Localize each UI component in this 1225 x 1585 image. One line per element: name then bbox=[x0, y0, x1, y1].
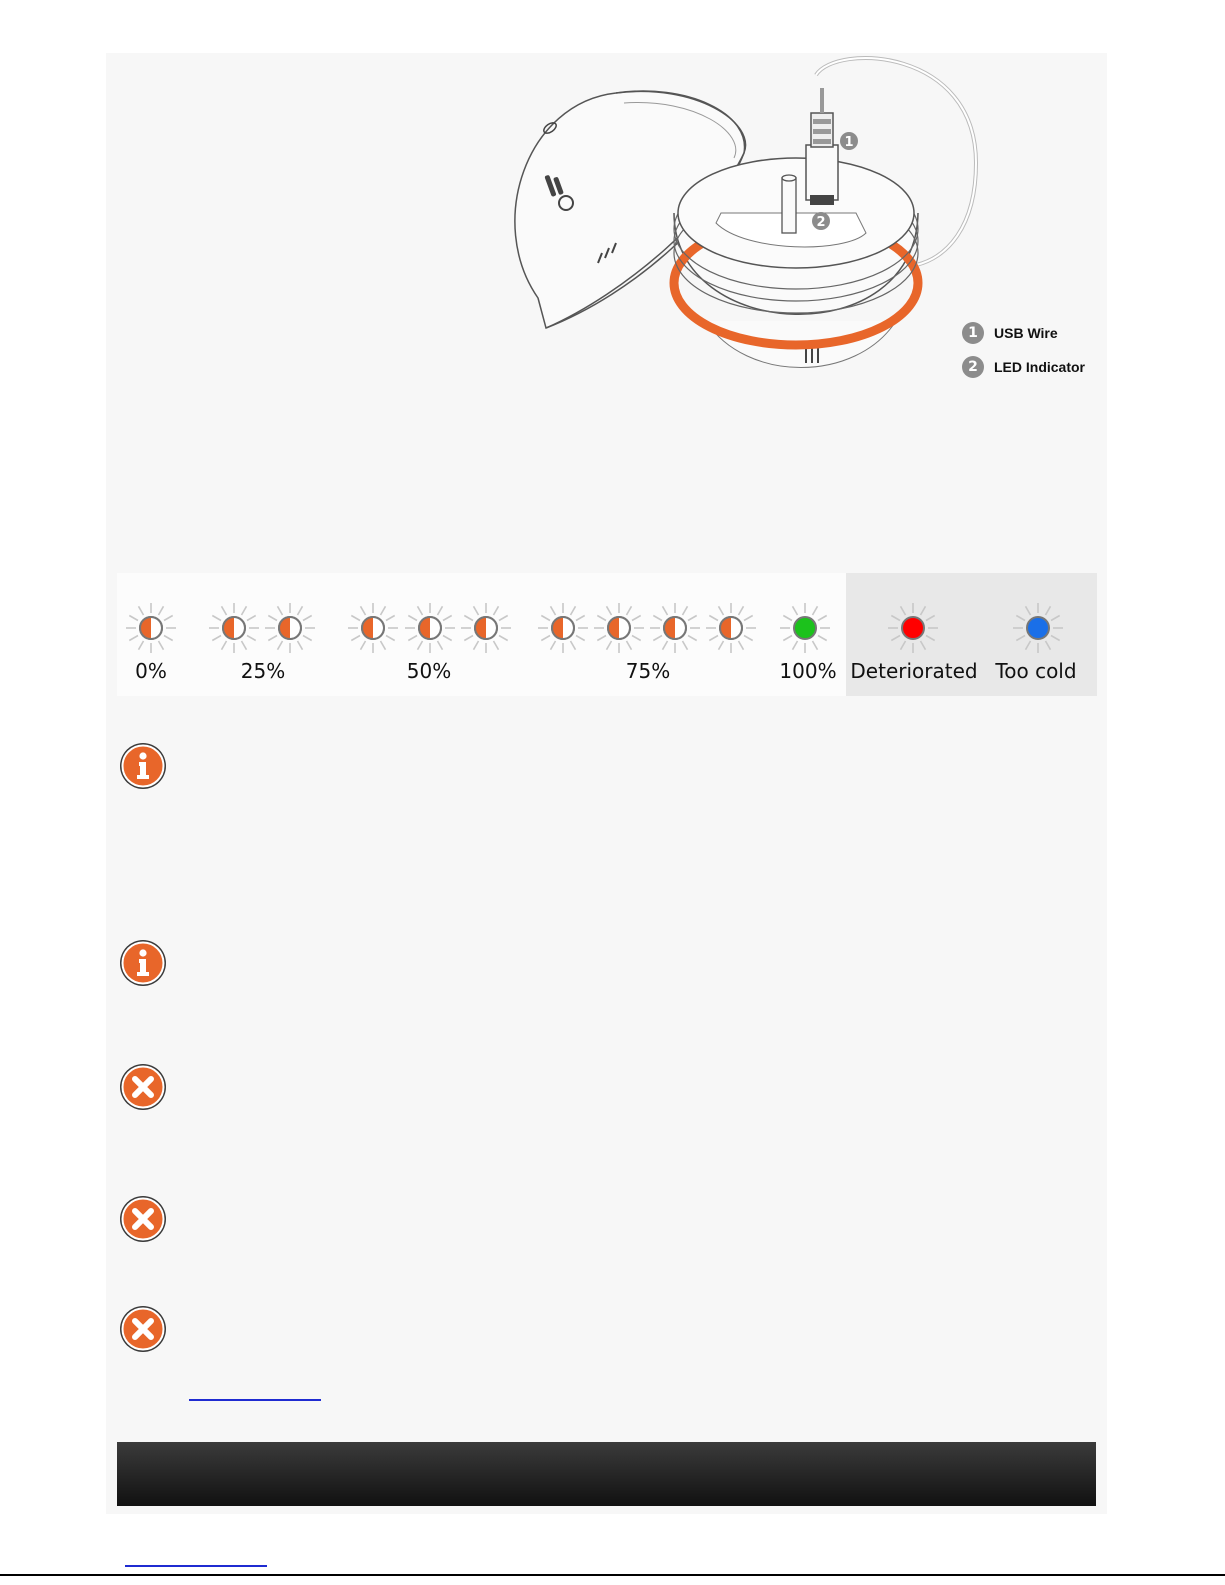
page-footer-link[interactable] bbox=[125, 1565, 267, 1567]
level-label-25: 25% bbox=[240, 659, 286, 683]
led-green-icon bbox=[778, 601, 832, 655]
led-half-icon bbox=[648, 601, 702, 655]
level-label-75: 75% bbox=[625, 659, 671, 683]
led-half-icon bbox=[403, 601, 457, 655]
label-deteriorated: Deteriorated bbox=[850, 659, 978, 683]
callout-number: 1 bbox=[962, 322, 984, 344]
footer-bar bbox=[117, 1442, 1096, 1506]
level-label-100: 100% bbox=[779, 659, 837, 683]
level-label-0: 0% bbox=[135, 659, 167, 683]
level-label-50: 50% bbox=[406, 659, 452, 683]
callout-number: 2 bbox=[962, 356, 984, 378]
led-half-icon bbox=[459, 601, 513, 655]
led-half-icon bbox=[592, 601, 646, 655]
x-icon bbox=[118, 1062, 168, 1112]
svg-text:2: 2 bbox=[816, 215, 826, 230]
page-bottom-rule bbox=[0, 1574, 1225, 1576]
x-icon bbox=[118, 1304, 168, 1354]
manual-page bbox=[106, 53, 1107, 1514]
led-red-icon bbox=[886, 601, 940, 655]
led-half-icon bbox=[704, 601, 758, 655]
svg-text:1: 1 bbox=[844, 135, 854, 150]
info-icon bbox=[118, 741, 168, 791]
callout-label: USB Wire bbox=[994, 325, 1058, 341]
callout-usb-wire bbox=[962, 322, 1058, 344]
x-icon bbox=[118, 1194, 168, 1244]
led-half-icon bbox=[124, 601, 178, 655]
info-icon bbox=[118, 938, 168, 988]
inline-link[interactable] bbox=[189, 1399, 321, 1401]
label-too-cold: Too cold bbox=[995, 659, 1077, 683]
led-status-chart bbox=[117, 573, 1097, 696]
led-half-icon bbox=[207, 601, 261, 655]
led-blue-icon bbox=[1011, 601, 1065, 655]
callout-led-indicator bbox=[962, 356, 1085, 378]
callout-label: LED Indicator bbox=[994, 359, 1086, 375]
led-half-icon bbox=[346, 601, 400, 655]
led-half-icon bbox=[263, 601, 317, 655]
led-half-icon bbox=[536, 601, 590, 655]
